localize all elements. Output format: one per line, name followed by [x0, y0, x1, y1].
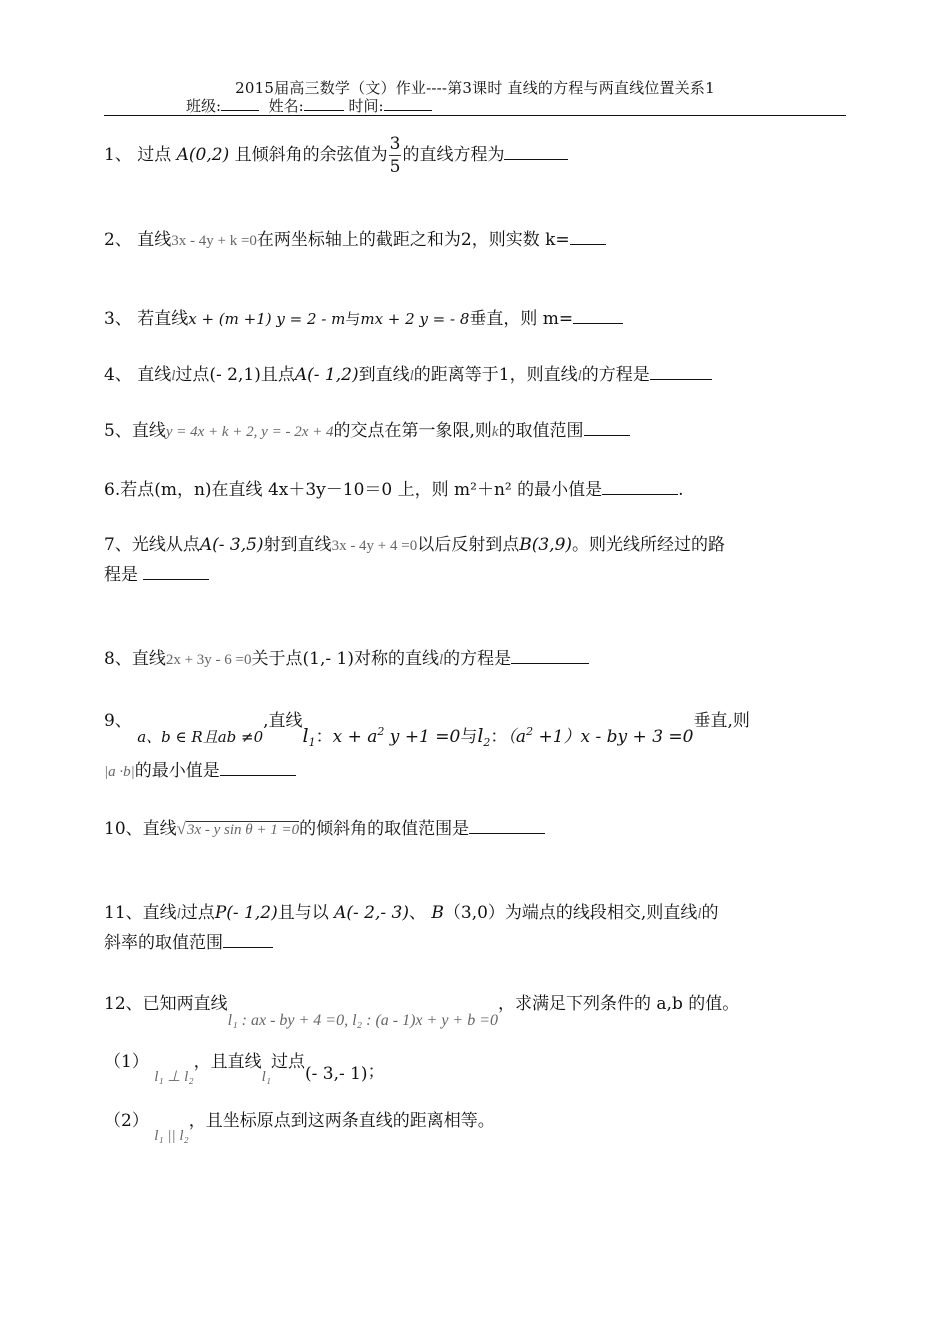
point-a: A(0,2)	[176, 145, 230, 165]
point: (1,- 1)	[302, 649, 354, 669]
name-label: 姓名:	[268, 97, 304, 115]
line-l2: $l_2$	[477, 725, 491, 749]
class-label: 班级:	[186, 97, 222, 115]
line-l1: $l_1$	[302, 725, 316, 749]
answer-blank-11[interactable]	[223, 933, 273, 948]
line-equations: l₁ : ax - by + 4 =0, l₂ : (a - 1)x + y + b =0	[227, 1012, 499, 1029]
equation-2: mx + 2 y = - 8	[360, 310, 470, 328]
answer-blank-3[interactable]	[573, 309, 623, 324]
question-7-line-2: 程是	[104, 560, 849, 590]
question-2: 2、 直线3x - 4y + k =0在两坐标轴上的截距之和为2，则实数 k=	[104, 225, 849, 256]
answer-blank-1[interactable]	[504, 145, 568, 160]
question-12-part-2: （2） l₁ || l₂，且坐标原点到这两条直线的距离相等。	[104, 1111, 495, 1144]
equation-1: $x + a^2$ y +1 =0	[332, 725, 461, 747]
fraction-three-fifths: $\frac{3}{5}$	[389, 134, 401, 177]
equation: 3x - 4y + 4 =0	[331, 538, 418, 554]
question-5: 5、直线y = 4x + k + 2, y = - 2x + 4的交点在第一象限,则k的取值范围	[104, 416, 849, 447]
point-a: A(- 1,2)	[294, 365, 359, 385]
question-12: 12、已知两直线l₁ : ax - by + 4 =0, l₂ : (a - 1)x + y + b =0，求满足下列条件的 a,b 的值。	[104, 994, 740, 1029]
equation: 2x + 3y - 6 =0	[165, 652, 252, 668]
question-4: 4、 直线l过点(- 2,1)且点A(- 1,2)到直线l的距离等于1，则直线l的方程是	[104, 360, 849, 391]
equation: 3x - 4y + k =0	[171, 233, 257, 249]
question-11-line-2: 斜率的取值范围	[104, 928, 849, 958]
answer-blank-6[interactable]	[602, 480, 678, 495]
point-p: P(- 1,2)	[214, 903, 278, 923]
question-8: 8、直线2x + 3y - 6 =0关于点(1,- 1)对称的直线l的方程是	[104, 644, 849, 675]
student-info-line	[104, 95, 846, 116]
point-b: B(3,9)	[519, 535, 573, 555]
condition: a、b ∈ R且ab ≠0	[137, 728, 264, 746]
equations: y = 4x + k + 2, y = - 2x + 4	[165, 424, 334, 440]
point: (- 3,- 1)	[304, 1064, 368, 1084]
question-7: 7、光线从点A(- 3,5)射到直线3x - 4y + 4 =0以后反射到点B(3,9)。则光线所经过的路	[104, 535, 726, 555]
answer-blank-7[interactable]	[143, 565, 209, 580]
question-12-part-1: （1） l₁ ⊥ l₂，且直线l₁过点(- 3,- 1)；	[104, 1052, 385, 1085]
question-9: 9、 a、b ∈ R且ab ≠0,直线$l_1$：$x + a^2$ y +1 =0与$l_2$：$(a^2 +1)x$ - by + 3 =0垂直,则	[104, 711, 750, 749]
point-b: B	[431, 903, 444, 923]
class-blank[interactable]	[221, 96, 259, 111]
time-label: 时间:	[348, 97, 384, 115]
answer-blank-10[interactable]	[469, 819, 545, 834]
time-blank[interactable]	[384, 96, 432, 111]
equation-2: $(a^2 +1)x$ - by + 3 =0	[507, 725, 694, 747]
question-1: 1、 过点 A(0,2) 且倾斜角的余弦值为 $\frac{3}{5}$ 的直线方程为	[104, 133, 849, 178]
question-11: 11、直线l过点P(- 1,2)且与以 A(- 2,- 3)、 B（3,0）为端点的线段相交,则直线l的	[104, 903, 719, 923]
answer-blank-8[interactable]	[511, 649, 589, 664]
point-a: A(- 3,5)	[199, 535, 264, 555]
sqrt-sign: √	[176, 819, 186, 838]
answer-blank-5[interactable]	[584, 421, 630, 436]
question-3: 3、 若直线x + (m +1) y = 2 - m与mx + 2 y = - 8垂直，则 m=	[104, 304, 849, 334]
point-a: A(- 2,- 3)	[334, 903, 409, 923]
equation: 3x - y sin θ + 1 =0	[186, 822, 300, 838]
question-10: 10、直线√3x - y sin θ + 1 =0的倾斜角的取值范围是	[104, 814, 849, 845]
name-blank[interactable]	[304, 96, 344, 111]
parallel-relation: l₁ || l₂	[154, 1128, 189, 1144]
question-6: 6.若点(m，n)在直线 4x＋3y－10＝0 上，则 m²＋n² 的最小值是 .	[104, 480, 684, 500]
answer-blank-4[interactable]	[650, 365, 712, 380]
point: (- 2,1)	[209, 365, 261, 385]
equation-1: x + (m +1) y = 2 - m	[188, 310, 346, 328]
perpendicular-relation: l₁ ⊥ l₂	[154, 1069, 194, 1085]
answer-blank-2[interactable]	[570, 230, 606, 245]
question-9-line-2: |a ·b|的最小值是	[104, 756, 849, 787]
answer-blank-9[interactable]	[220, 761, 296, 776]
page-title: 2015届高三数学（文）作业----第3课时 直线的方程与两直线位置关系1	[235, 79, 715, 97]
abs-ab: |a ·b|	[104, 764, 135, 780]
